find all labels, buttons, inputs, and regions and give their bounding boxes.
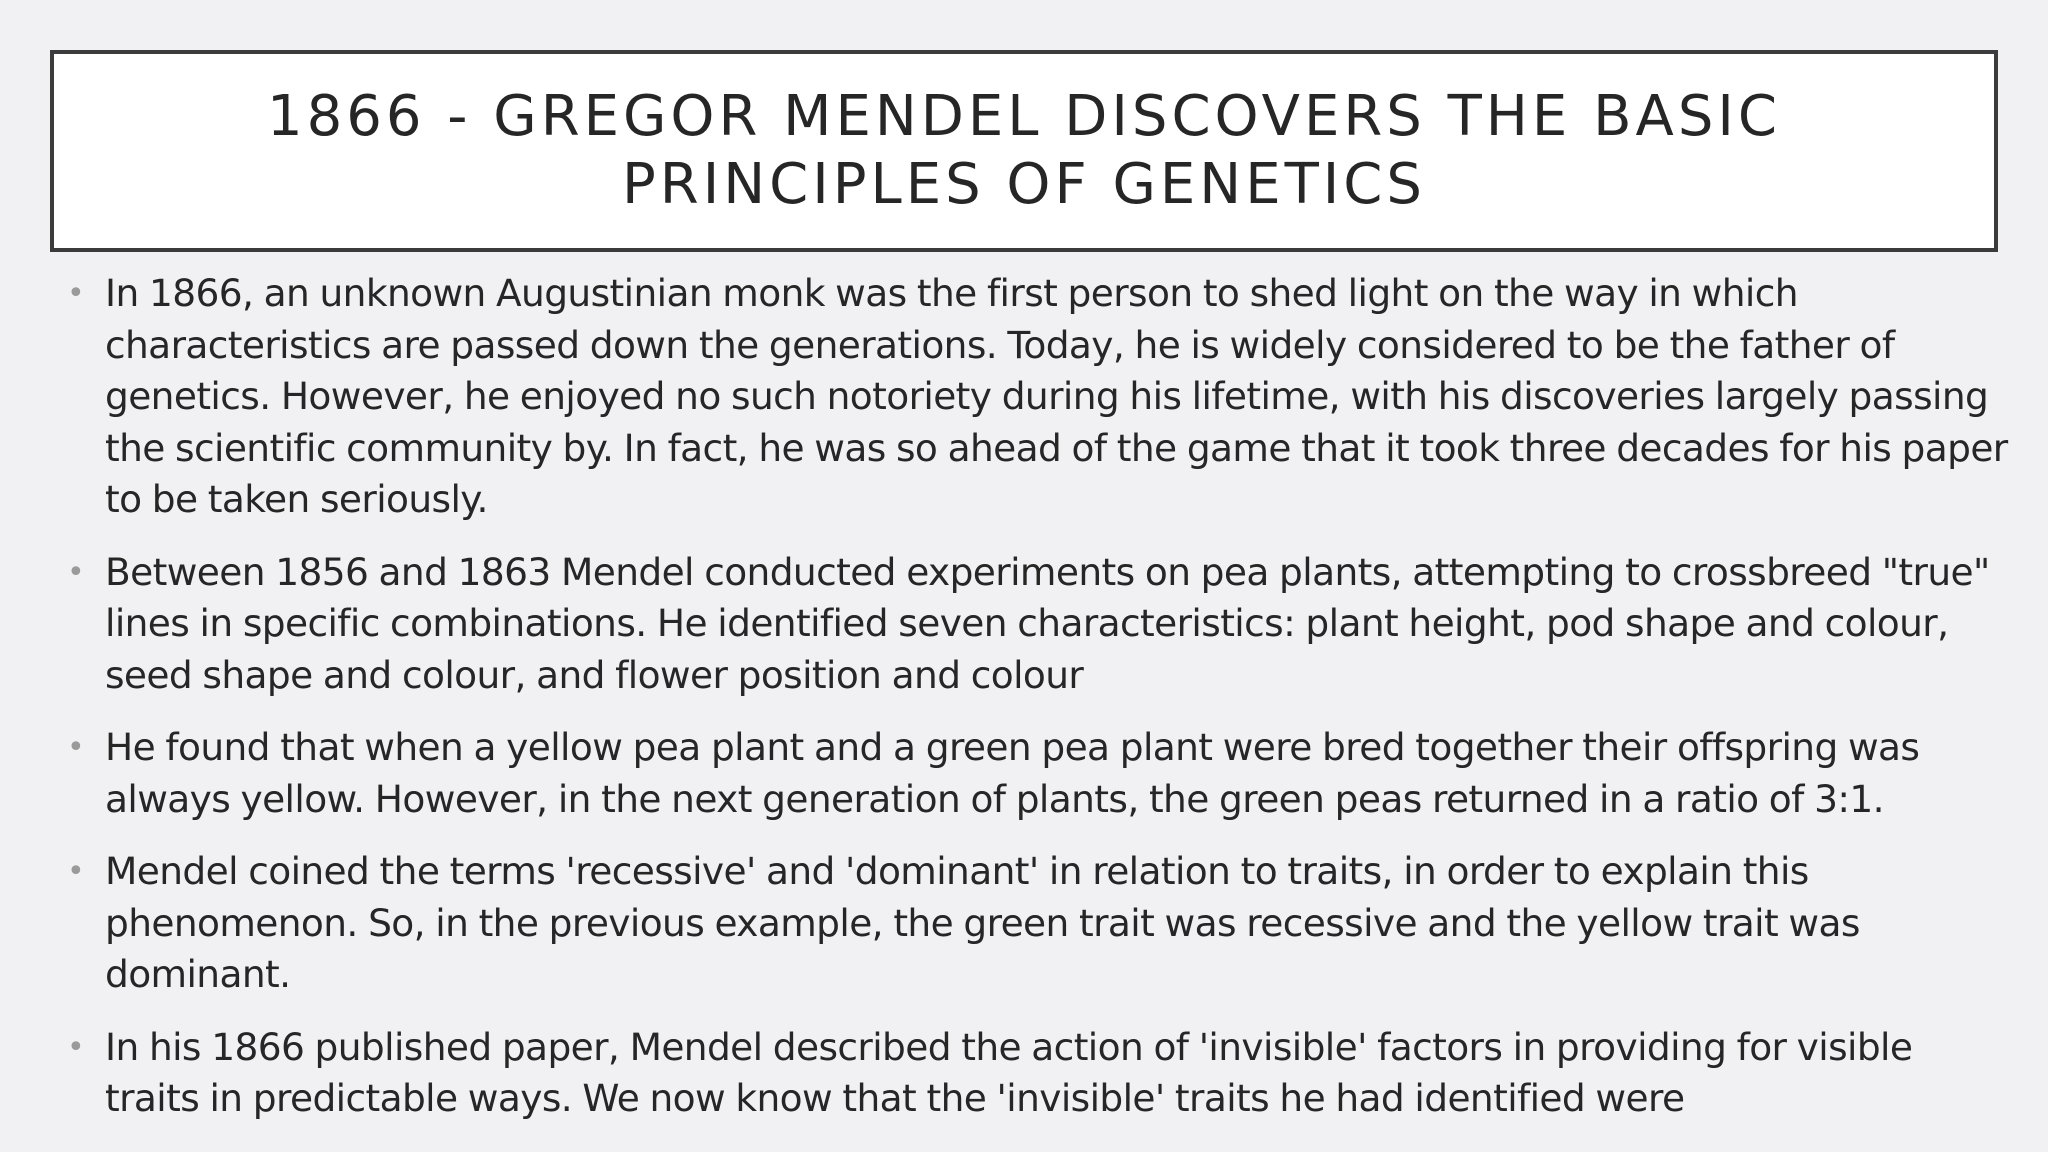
bullet-icon: •	[67, 554, 85, 590]
bullet-icon: •	[67, 276, 85, 311]
bullet-text: He found that when a yellow pea plant and a green pea plant were bred together their offspring was always yellow. However, in the next generation of plants, the green peas returned in a ratio of 3:1.	[105, 725, 1920, 821]
bullet-item	[0, 846, 2048, 1001]
bullet-icon: •	[67, 854, 85, 889]
bullet-item	[0, 547, 2048, 702]
bullet-item	[0, 268, 2048, 526]
bullet-text: Mendel coined the terms 'recessive' and 'dominant' in relation to traits, in order to explain this phenomenon. So, in the previous example, the green trait was recessive and the yellow trait was dominant.	[105, 849, 1860, 996]
bullet-text: In his 1866 published paper, Mendel described the action of 'invisible' factors in providing for visible traits in predictable ways. We now know that the 'invisible' traits he had identified were	[105, 1024, 1913, 1120]
bullet-icon: •	[67, 1029, 85, 1065]
bullet-item	[0, 1022, 2048, 1125]
bullet-text: In 1866, an unknown Augustinian monk was the first person to shed light on the way in which characteristics are passed down the generations. Today, he is widely considered to be the father of genetics. However, he enjoyed no such notoriety during his lifetime, with his discoveries largely passing the scientific community by. In fact, he was so ahead of the game that it took three decades for his paper to be taken seriously.	[105, 271, 2008, 521]
bullet-icon: •	[67, 730, 85, 765]
bullet-text: Between 1856 and 1863 Mendel conducted experiments on pea plants, attempting to crossbreed "true" lines in specific combinations. He identified seven characteristics: plant height, pod shape and colour, seed shape and colour, and flower position and colour	[105, 549, 1990, 697]
slide-title: 1866 - GREGOR MENDEL DISCOVERS THE BASIC PRINCIPLES OF GENETICS	[266, 84, 1781, 217]
bullet-list	[0, 268, 2048, 1146]
title-box	[50, 50, 1998, 252]
bullet-item	[0, 722, 2048, 825]
